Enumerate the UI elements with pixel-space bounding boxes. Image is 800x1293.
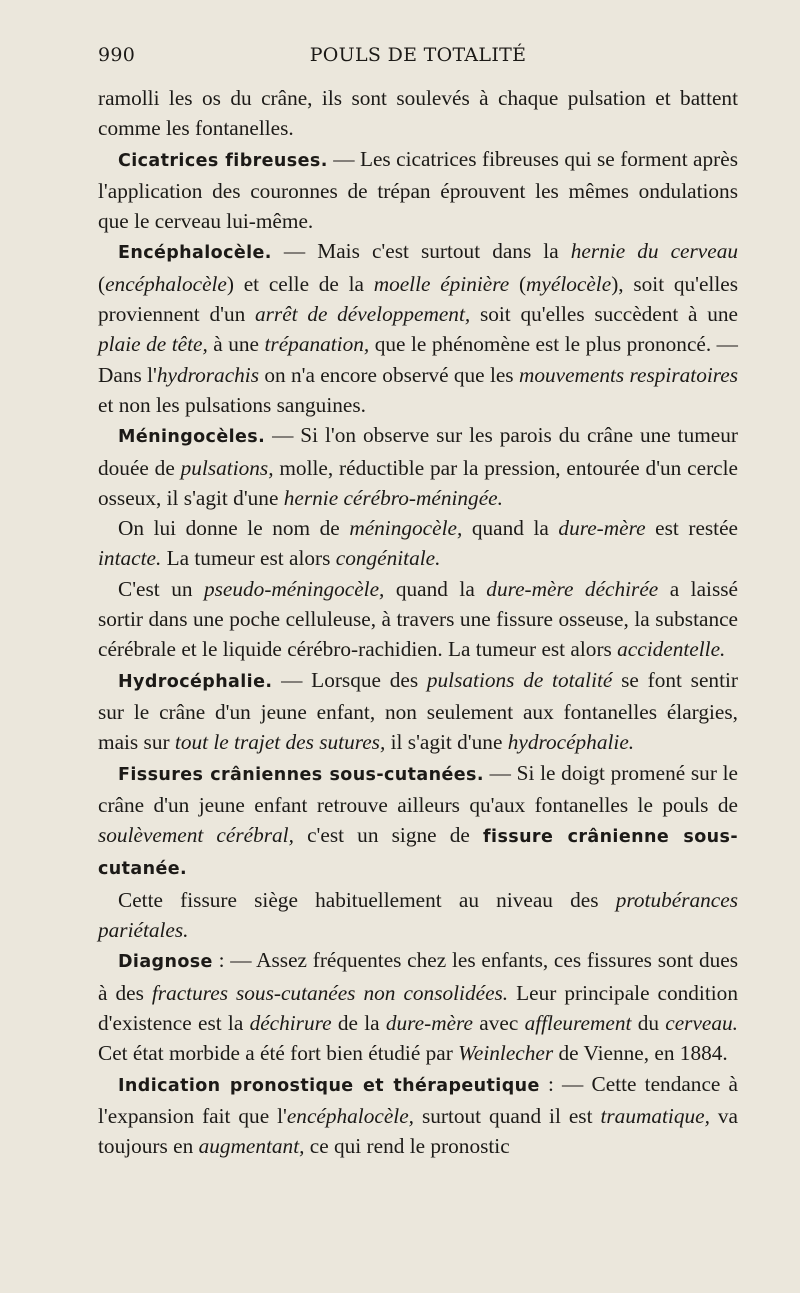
paragraph-cicatrices: Cicatrices fibreuses. — Les cicatrices fibreuses qui se forment après l'application des couronnes de trépan éprouvent les mêmes ondulations que le cerveau lui-même. (98, 146, 738, 234)
paragraph: C'est un pseudo-méningocèle, quand la dure-mère déchirée a laissé sortir dans une poche celluleuse, à travers une fissure osseuse, la substance cérébrale et le liquide cérébro-rachidien. La tumeur est alors accidentelle. (98, 576, 738, 662)
page-header (98, 44, 738, 72)
paragraph-hydrocephalie: Hydrocéphalie. — Lorsque des pulsations de totalité se font sentir sur le crâne d'un jeune enfant, non seulement aux fontanelles élargies, mais sur tout le trajet des sutures, il s'agit d'une hydrocéphalie. (98, 667, 739, 755)
section-heading: Méningocèles. (118, 427, 266, 448)
paragraph-meningoceles: Méningocèles. — Si l'on observe sur les parois du crâne une tumeur douée de pulsations, molle, réductible par la pression, entourée d'un cercle osseux, il s'agit d'une hernie cérébro-méningée. (98, 423, 738, 510)
section-heading: Hydrocéphalie. (118, 671, 273, 692)
inline-heading: fissure crânienne sous-cutanée. (98, 827, 738, 880)
paragraph: Cette fissure siège habituellement au niveau des protubérances pariétales. (98, 887, 738, 943)
page-number: 990 (98, 44, 136, 66)
section-heading: Fissures crâniennes sous-cutanées. (118, 764, 484, 785)
paragraph-diagnose: Diagnose : — Assez fréquentes chez les enfants, ces fissures sont dues à des fractures sous-cutanées non consolidées. Leur principale condition d'existence est la déchirure de la dure-mère avec affleurement du cerveau. Cet état morbide a été fort bien étudié par Weinlecher de Vienne, en 1884. (98, 948, 738, 1066)
section-heading: Indication pronostique et thérapeutique (118, 1075, 540, 1096)
paragraph: On lui donne le nom de méningocèle, quand la dure-mère est restée intacte. La tumeur est alors congénitale. (98, 516, 739, 571)
running-title: POULS DE TOTALITÉ (309, 44, 527, 66)
section-heading: Diagnose (118, 952, 213, 973)
paragraph-indication: Indication pronostique et thérapeutique : — Cette tendance à l'expansion fait que l'encéphalocèle, surtout quand il est traumatique, va toujours en augmentant, ce qui rend le pronostic (98, 1071, 738, 1159)
section-heading: Encéphalocèle. (118, 243, 272, 264)
paragraph: ramolli les os du crâne, ils sont soulevés à chaque pulsation et battent comme les fontanelles. (98, 86, 738, 141)
paragraph-encephalocele: Encéphalocèle. — Mais c'est surtout dans la hernie du cerveau (encéphalocèle) et celle de la moelle épinière (myélocèle), soit qu'elles proviennent d'un arrêt de développement, soit qu'elles succèdent à une plaie de tête, à une trépanation, que le phénomène est le plus prononcé. — Dans l'hydrorachis on n'a encore observé que les mouvements respiratoires et non les pulsations sanguines. (98, 239, 739, 417)
section-heading: Cicatrices fibreuses. (118, 150, 328, 171)
page-body (98, 83, 738, 1161)
paragraph-fissures: Fissures crâniennes sous-cutanées. — Si le doigt promené sur le crâne d'un jeune enfant retrouve ailleurs qu'aux fontanelles le pouls de soulèvement cérébral, c'est un signe de fissure crânienne sous-cutanée. (98, 760, 738, 880)
